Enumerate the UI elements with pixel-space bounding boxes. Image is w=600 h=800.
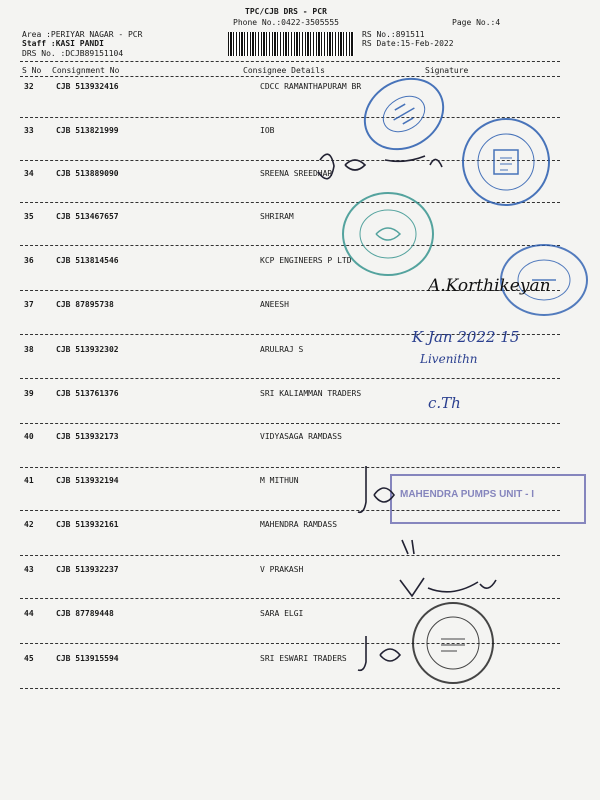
signature-row34	[318, 154, 442, 179]
drs-number: DRS No. :DCJB89151104	[22, 49, 124, 58]
row-consignment-no: CJB 513932161	[56, 520, 119, 529]
signature-row42	[358, 466, 414, 554]
row-consignee: ARULRAJ S	[260, 345, 304, 354]
row-sno: 36	[24, 256, 34, 265]
row-sno: 37	[24, 300, 34, 309]
row-consignment-no: CJB 87895738	[56, 300, 114, 309]
staff-label: Staff :KASI PANDI	[22, 39, 104, 48]
column-header-consignment: Consignment No	[52, 66, 120, 75]
row-sno: 43	[24, 565, 34, 574]
signature-arulraj-date: K Jan 2022 15	[412, 328, 520, 346]
row-sno: 32	[24, 82, 34, 91]
row-consignment-no: CJB 513915594	[56, 654, 119, 663]
row-consignment-no: CJB 513761376	[56, 389, 119, 398]
area-label: Area :PERIYAR NAGAR - PCR	[22, 30, 143, 39]
row-consignee: MAHENDRA RAMDASS	[260, 520, 338, 529]
row-consignee: ANEESH	[260, 300, 289, 309]
row-consignment-no: CJB 513821999	[56, 126, 119, 135]
row-consignment-no: CJB 513814546	[56, 256, 119, 265]
row-sno: 39	[24, 389, 34, 398]
rs-date: RS Date:15-Feb-2022	[362, 39, 454, 48]
row-sno: 33	[24, 126, 34, 135]
row-consignment-no: CJB 513932237	[56, 565, 119, 574]
signature-arulraj-name: Livenithn	[420, 352, 478, 366]
row-consignee: IOB	[260, 126, 275, 135]
row-sno: 40	[24, 432, 34, 441]
column-header-signature: Signature	[425, 66, 469, 75]
signature-row43	[400, 578, 496, 596]
phone-number: Phone No.:0422-3505555	[233, 18, 339, 27]
row-consignee: CDCC RAMANTHAPURAM BR	[260, 82, 362, 91]
row-consignment-no: CJB 513889090	[56, 169, 119, 178]
signature-kcp: A.Korthikeyan	[428, 276, 551, 296]
row-consignment-no: CJB 513932173	[56, 432, 119, 441]
row-consignee: M MITHUN	[260, 476, 299, 485]
page-number: Page No.:4	[452, 18, 501, 27]
mahendra-pumps-stamp-text: MAHENDRA PUMPS UNIT - I	[400, 489, 535, 500]
row-sno: 41	[24, 476, 34, 485]
row-consignment-no: CJB 87789448	[56, 609, 114, 618]
row-consignment-no: CJB 513467657	[56, 212, 119, 221]
row-consignment-no: CJB 513932194	[56, 476, 119, 485]
signature-kaliamman: c.Th	[428, 394, 461, 412]
row-sno: 35	[24, 212, 34, 221]
signature-row45	[358, 636, 400, 670]
row-consignment-no: CJB 513932416	[56, 82, 119, 91]
row-consignee: SHRIRAM	[260, 212, 294, 221]
row-consignment-no: CJB 513932302	[56, 345, 119, 354]
row-sno: 42	[24, 520, 34, 529]
row-consignee: SREENA SREEDHAR	[260, 169, 333, 178]
document-title: TPC/CJB DRS - PCR	[245, 7, 327, 16]
row-consignee: KCP ENGINEERS P LTD	[260, 256, 352, 265]
row-consignee: SRI ESWARI TRADERS	[260, 654, 347, 663]
row-consignee: SARA ELGI	[260, 609, 304, 618]
row-consignee: V PRAKASH	[260, 565, 304, 574]
row-consignee: SRI KALIAMMAN TRADERS	[260, 389, 362, 398]
row-consignee: VIDYASAGA RAMDASS	[260, 432, 342, 441]
row-sno: 45	[24, 654, 34, 663]
column-header-sno: S No	[22, 66, 42, 75]
column-header-consignee: Consignee Details	[243, 66, 325, 75]
row-sno: 34	[24, 169, 34, 178]
row-sno: 38	[24, 345, 34, 354]
rs-number: RS No.:891511	[362, 30, 425, 39]
row-sno: 44	[24, 609, 34, 618]
